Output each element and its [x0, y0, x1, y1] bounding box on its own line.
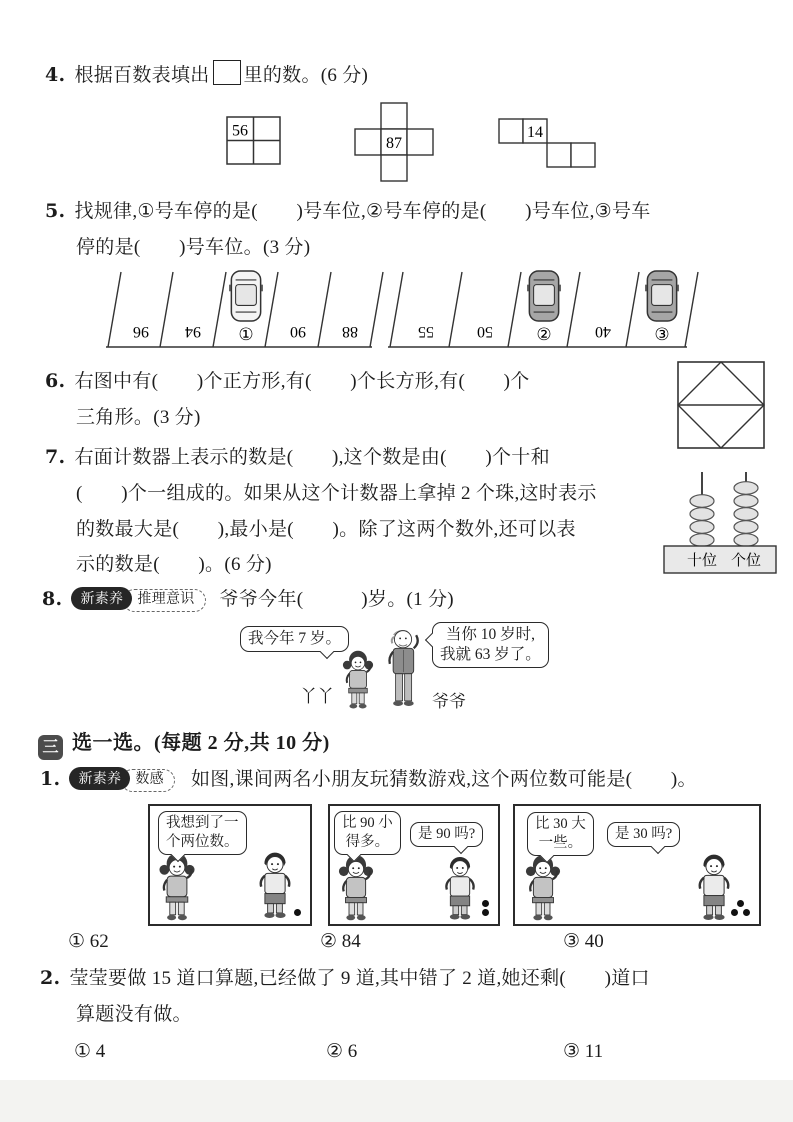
question-8-line [42, 584, 454, 612]
hundred-chart-square-fragment [226, 116, 282, 166]
car-1-icon [229, 271, 263, 321]
car-2-icon [527, 271, 561, 321]
cross-cell-value: 87 [386, 135, 402, 152]
question-7-number: 7. [45, 446, 66, 468]
question-6-line1 [45, 366, 530, 393]
grandpa-figure [380, 626, 426, 710]
choice-1-option-3: ③ 40 [563, 931, 604, 952]
grandpa-bubble-line2: 我就 63 岁了。 [440, 646, 541, 664]
car-2-label: ② [536, 325, 552, 345]
choice-2-text2: 算题没有做。 [76, 1004, 192, 1025]
question-5-line2 [76, 232, 310, 259]
panel1-bubble-line2: 个两位数。 [166, 833, 239, 850]
question-5-number: 5. [45, 200, 66, 222]
question-4-text-post: 里的数。(6 分) [243, 65, 369, 86]
question-8-number: 8. [42, 588, 63, 610]
ones-place-label: 个位 [730, 553, 762, 569]
panel2-bubble1-line2: 得多。 [345, 833, 390, 850]
section-3-title: 选一选。(每题 2 分,共 10 分) [72, 732, 330, 754]
panel2-girl-bubble [334, 811, 401, 855]
question-6-text1: 右图中有( )个正方形,有( )个长方形,有( )个 [74, 371, 530, 392]
choice-2-option-1: ① 4 [74, 1041, 106, 1062]
grandpa-speech-bubble [432, 622, 549, 668]
panel1-bubble-line1: 我想到了一 [166, 815, 239, 831]
question-4-number: 4. [45, 64, 66, 86]
panel3-girl-bubble [527, 812, 594, 856]
parking-slot-number: 40 [595, 323, 611, 340]
girl-name-label: 丫丫 [300, 687, 334, 706]
question-7-line4 [76, 549, 272, 576]
panel3-bubble1-line1: 比 30 大 [535, 816, 586, 832]
abacus-beads [690, 482, 758, 547]
hundred-chart-zigzag-fragment [498, 118, 598, 170]
question-6-line2 [76, 402, 201, 429]
parking-lot-diagram [98, 266, 702, 354]
comic-panel-3 [513, 804, 761, 926]
question-7-line2 [76, 478, 597, 505]
question-5-text1: 找规律,①号车停的是( )号车位,②号车停的是( )号车位,③号车 [74, 201, 651, 222]
girl-speech-bubble: 我今年 7 岁。 [240, 626, 349, 652]
girl-figure [334, 852, 378, 922]
number-sense-badge: 数感 [121, 769, 175, 792]
choice-2-number: 2. [40, 967, 61, 989]
question-7-text3: 的数最大是( ),最小是( )。除了这两个数外,还可以表 [76, 519, 576, 540]
panel1-dots [282, 899, 304, 919]
section-3-header [38, 726, 330, 760]
panel2-bubble1-line1: 比 90 小 [342, 815, 393, 831]
panel1-girl-bubble [158, 811, 247, 855]
girl-figure [521, 852, 565, 922]
new-literacy-badge: 新素养 [71, 587, 132, 610]
panel2-dots [470, 899, 492, 919]
choice-1-text: 如图,课间两名小朋友玩猜数游戏,这个两位数可能是( )。 [190, 769, 697, 790]
new-literacy-badge: 新素养 [69, 767, 130, 790]
choice-2-option-2: ② 6 [326, 1041, 358, 1062]
question-8-text: 爷爷今年( )岁。(1 分) [219, 589, 454, 610]
parking-slot-number: 94 [185, 323, 201, 340]
choice-2-text1: 莹莹要做 15 道口算题,已经做了 9 道,其中错了 2 道,她还剩( )道口 [69, 968, 650, 989]
parking-slot-number: 50 [477, 323, 493, 340]
car-3-label: ③ [654, 325, 670, 345]
question-7-text2: ( )个一组成的。如果从这个计数器上拿掉 2 个珠,这时表示 [76, 483, 597, 504]
hundred-chart-cross-fragment [353, 102, 435, 184]
panel3-bubble1-line2: 一些。 [538, 834, 583, 851]
choice-1-number: 1. [40, 768, 61, 790]
question-5-text2: 停的是( )号车位。(3 分) [76, 237, 311, 258]
question-7-line3 [76, 514, 576, 541]
square-diamond-figure [676, 360, 766, 450]
counting-device-abacus [658, 466, 782, 580]
question-4-text-pre: 根据百数表填出 [74, 65, 210, 86]
car-3-icon [645, 271, 679, 321]
choice-2-line1 [40, 963, 650, 990]
question-4-line [45, 60, 368, 87]
parking-slot-number: 90 [290, 323, 306, 340]
car-1-label: ① [238, 325, 254, 345]
choice-1-line [40, 764, 697, 792]
question-6-number: 6. [45, 370, 66, 392]
comic-panel-2 [328, 804, 500, 926]
panel3-dots [731, 899, 753, 919]
grandpa-name-label: 爷爷 [432, 692, 466, 711]
zigzag-cell-value: 14 [527, 124, 543, 141]
reasoning-badge: 推理意识 [123, 589, 205, 612]
parking-slot-number: 88 [342, 323, 358, 340]
parking-slot-number: 96 [133, 323, 149, 340]
girl-figure [338, 648, 378, 710]
comic-panel-1 [148, 804, 312, 926]
tens-place-label: 十位 [686, 553, 718, 569]
parking-slot-number: 55 [418, 323, 434, 340]
page-bottom-margin [0, 1080, 793, 1122]
section-3-badge: 三 [38, 735, 63, 760]
choice-2-option-3: ③ 11 [563, 1041, 604, 1062]
panel2-boy-bubble: 是 90 吗? [410, 822, 483, 847]
question-5-line1 [45, 196, 651, 223]
choice-2-line2 [76, 999, 192, 1026]
question-7-line1 [45, 442, 550, 469]
choice-1-option-1: ① 62 [68, 931, 109, 952]
question-7-text4: 示的数是( )。(6 分) [76, 554, 272, 575]
question-6-text2: 三角形。(3 分) [76, 407, 201, 428]
answer-box-icon [213, 60, 241, 85]
panel3-boy-bubble: 是 30 吗? [607, 822, 680, 847]
choice-1-option-2: ② 84 [320, 931, 361, 952]
grandpa-bubble-line1: 当你 10 岁时, [445, 626, 535, 643]
grid-cell-value: 56 [232, 122, 248, 140]
question-7-text1: 右面计数器上表示的数是( ),这个数是由( )个十和 [74, 447, 550, 468]
